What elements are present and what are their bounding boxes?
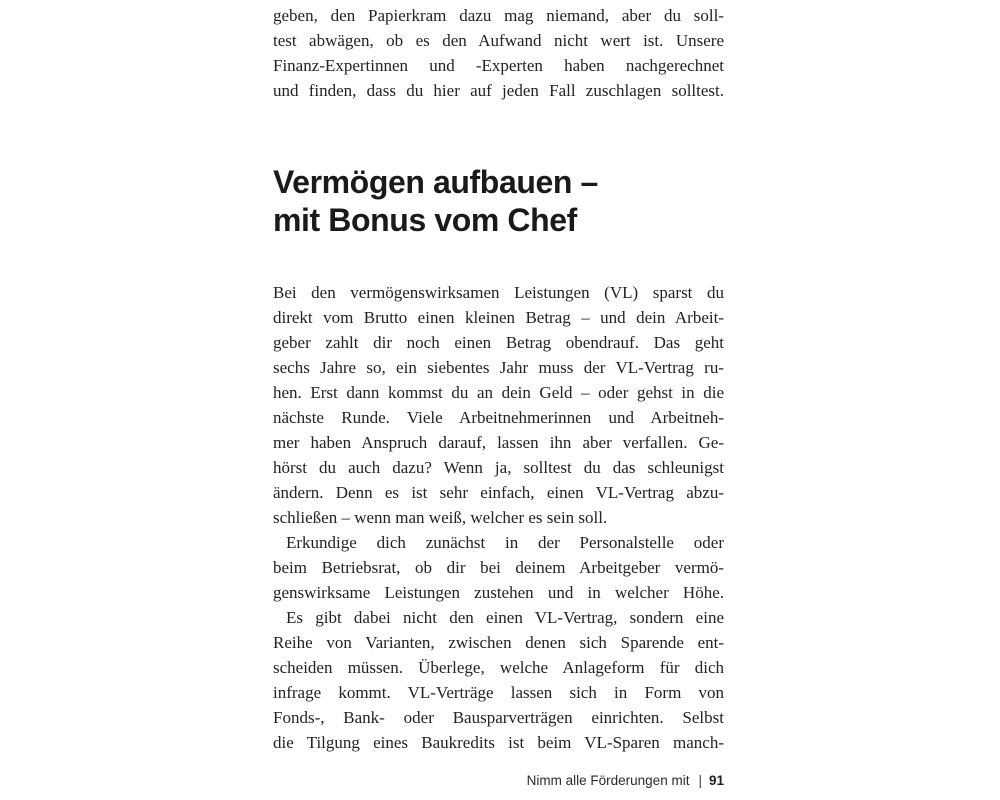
page-number: 91 (708, 773, 724, 788)
continuation-paragraph (273, 3, 724, 103)
text-line: test abwägen, ob es den Aufwand nicht wert ist. Unsere (273, 31, 724, 50)
text-line: hörst du auch dazu? Wenn ja, solltest du das schleunigst (273, 458, 724, 477)
text-line: beim Betriebsrat, ob dir bei deinem Arbeitgeber vermö- (273, 558, 724, 577)
text-line: Reihe von Varianten, zwischen denen sich Sparende ent- (273, 633, 724, 652)
text-line: Bei den vermögenswirksamen Leistungen (VL) sparst du (273, 283, 724, 302)
text-line: Vermögen aufbauen – (273, 164, 598, 200)
footer-separator: | (698, 773, 702, 788)
text-line: und finden, dass du hier auf jeden Fall zuschlagen solltest. (273, 81, 724, 100)
text-line: direkt vom Brutto einen kleinen Betrag – und dein Arbeit- (273, 308, 724, 327)
text-line: schließen – wenn man weiß, welcher es sein soll. (273, 508, 608, 527)
text-line: nächste Runde. Viele Arbeitnehmerinnen und Arbeitneh- (273, 408, 724, 427)
text-line: genswirksame Leistungen zustehen und in welcher Höhe. (273, 583, 724, 602)
text-line: sechs Jahre so, ein siebentes Jahr muss der VL-Vertrag ru- (273, 358, 724, 377)
text-line: ändern. Denn es ist sehr einfach, einen VL-Vertrag abzu- (273, 483, 724, 502)
body-paragraph-2 (273, 530, 724, 605)
text-line: die Tilgung eines Baukredits ist beim VL-Sparen manch- (273, 733, 724, 752)
body-paragraph-3 (273, 605, 724, 755)
text-line: Finanz-Expertinnen und -Experten haben nachgerechnet (273, 56, 724, 75)
text-line: mer haben Anspruch darauf, lassen ihn aber verfallen. Ge- (273, 433, 724, 452)
text-line: Fonds-, Bank- oder Bausparverträgen einrichten. Selbst (273, 708, 724, 727)
text-line: scheiden müssen. Überlege, welche Anlageform für dich (273, 658, 724, 677)
text-line: hen. Erst dann kommst du an dein Geld – oder gehst in die (273, 383, 724, 402)
text-line: Es gibt dabei nicht den einen VL-Vertrag, sondern eine (286, 608, 724, 627)
text-line: Erkundige dich zunächst in der Personalstelle oder (286, 533, 724, 552)
text-line: infrage kommt. VL-Verträge lassen sich in Form von (273, 683, 724, 702)
page-footer (273, 772, 724, 790)
text-line: geber zahlt dir noch einen Betrag obendrauf. Das geht (273, 333, 724, 352)
text-line: geben, den Papierkram dazu mag niemand, aber du soll- (273, 6, 724, 25)
chapter-heading (273, 163, 724, 239)
text-column (273, 3, 724, 755)
running-title: Nimm alle Förderungen mit (526, 773, 690, 788)
body-paragraph-1 (273, 280, 724, 530)
text-line: mit Bonus vom Chef (273, 202, 577, 238)
